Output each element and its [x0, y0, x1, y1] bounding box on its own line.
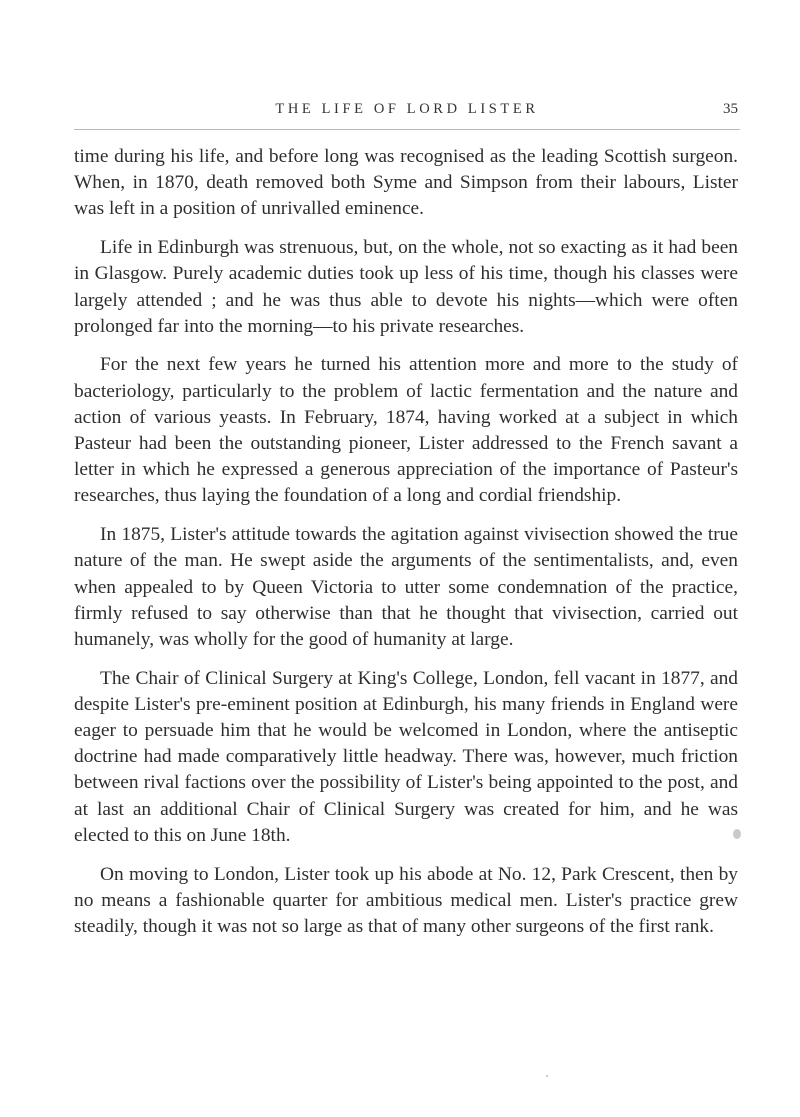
running-head — [74, 101, 740, 123]
paragraph-3: For the next few years he turned his attention more and more to the study of bacteriology, particularly to the problem of lactic fermentation and the nature and action of various yeasts. In February, 1874, having worked at a subject in which Pasteur had been the outstanding pioneer, Lister addressed to the French savant a letter in which he expressed a generous appreciation of the importance of Pasteur's researches, thus laying the foundation of a long and cordial friendship. — [74, 354, 738, 507]
paragraph-5: The Chair of Clinical Surgery at King's College, London, fell vacant in 1877, and despite Lister's pre-eminent position at Edinburgh, his many friends in England were eager to persuade him that he would be welcomed in London, where the antiseptic doctrine had made comparatively little headway. There was, however, much friction between rival factions over the possibility of Lister's being appointed to the post, and at last an additional Chair of Clinical Surgery was created for him, and he was elected to this on June 18th. — [74, 667, 738, 846]
header-rule — [74, 129, 740, 130]
paragraph-4: In 1875, Lister's attitude towards the agitation against vivisection showed the true nature of the man. He swept aside the arguments of the sentimentalists, and, even when appealed to by Queen Victoria to utter some condemnation of the practice, firmly refused to say otherwise than that he thought that vivisection, carried out humanely, was wholly for the good of humanity at large. — [74, 524, 738, 650]
paragraph-2: Life in Edinburgh was strenuous, but, on the whole, not so exacting as it had been in Glasgow. Purely academic duties took up less of his time, though his classes were largely attended ; and he was thus able to devote his nights—which were often prolonged far into the morning—to his private researches. — [74, 237, 738, 337]
paper-dot — [546, 1075, 548, 1077]
paragraph-6: On moving to London, Lister took up his abode at No. 12, Park Crescent, then by no means a fashionable quarter for ambitious medical men. Lister's practice grew steadily, though it was not so large as that of many other surgeons of the first rank. — [74, 863, 738, 937]
running-title: THE LIFE OF LORD LISTER — [275, 101, 539, 117]
page-number: 35 — [723, 101, 738, 117]
paragraph-1: time during his life, and before long was recognised as the leading Scottish surgeon. When, in 1870, death removed both Syme and Simpson from their labours, Lister was left in a position of unrivalled eminence. — [74, 146, 738, 220]
paper-speck — [733, 829, 741, 839]
body-text — [74, 144, 738, 953]
